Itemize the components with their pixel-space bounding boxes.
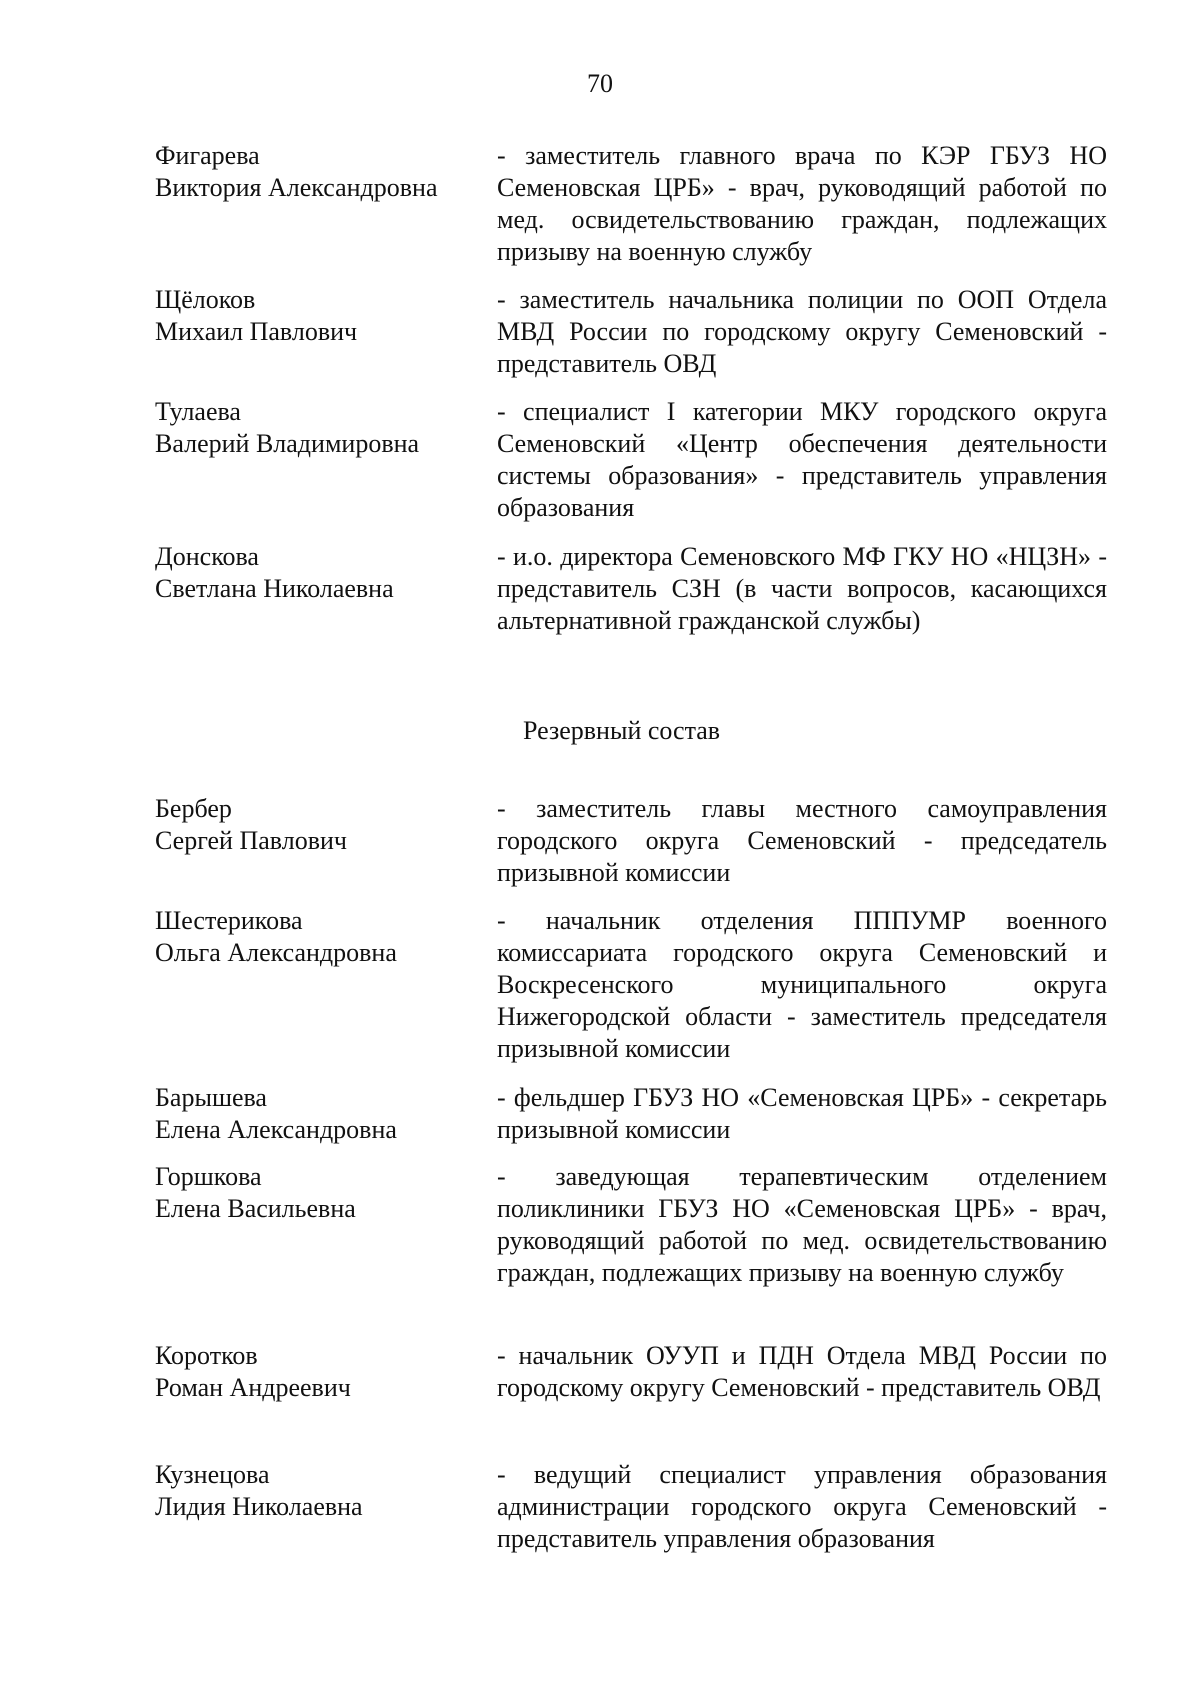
member-given-names: Елена Александровна xyxy=(155,1115,397,1144)
member-surname: Горшкова xyxy=(155,1162,262,1191)
member-given-names: Валерий Владимировна xyxy=(155,429,420,458)
member-name xyxy=(155,1082,485,1146)
member-given-names: Лидия Николаевна xyxy=(155,1492,363,1521)
member-role: - заместитель главы местного самоуправления городского округа Семеновский - председатель призывной комиссии xyxy=(497,794,1107,887)
member-surname: Кузнецова xyxy=(155,1460,270,1489)
member-surname: Бербер xyxy=(155,794,232,823)
member-given-names: Светлана Николаевна xyxy=(155,574,394,603)
member-role: - заместитель главного врача по КЭР ГБУЗ НО Семеновская ЦРБ» - врач, руководящий работой по мед. освидетельствованию граждан, подлежащих призыву на военную службу xyxy=(497,141,1107,266)
member-role: - фельдшер ГБУЗ НО «Семеновская ЦРБ» - секретарь призывной комиссии xyxy=(497,1083,1107,1144)
member-name xyxy=(155,793,485,857)
member-surname: Барышева xyxy=(155,1083,267,1112)
member-name xyxy=(155,396,485,460)
member-given-names: Михаил Павлович xyxy=(155,317,358,346)
member-name xyxy=(155,1340,485,1404)
member-given-names: Виктория Александровна xyxy=(155,173,438,202)
member-name xyxy=(155,905,485,969)
member-surname: Щёлоков xyxy=(155,285,256,314)
member-role: - начальник отделения ПППУМР военного комиссариата городского округа Семеновский и Воскресенского муниципального округа Нижегородской области - заместитель председателя призывной комиссии xyxy=(497,906,1107,1063)
member-surname: Фигарева xyxy=(155,141,260,170)
member-role: - заместитель начальника полиции по ООП Отдела МВД России по городскому округу Семеновский - представитель ОВД xyxy=(497,285,1107,378)
member-given-names: Сергей Павлович xyxy=(155,826,347,855)
member-role: - специалист I категории МКУ городского округа Семеновский «Центр обеспечения деятельности системы образования» - представитель управления образования xyxy=(497,397,1107,522)
member-name xyxy=(155,284,485,348)
page-number: 70 xyxy=(587,69,613,98)
member-role: - ведущий специалист управления образования администрации городского округа Семеновский - представитель управления образования xyxy=(497,1460,1107,1553)
member-name xyxy=(155,1161,485,1225)
member-given-names: Ольга Александровна xyxy=(155,938,397,967)
member-name xyxy=(155,140,485,204)
member-surname: Коротков xyxy=(155,1341,258,1370)
member-name xyxy=(155,1459,485,1523)
member-surname: Донскова xyxy=(155,542,259,571)
section-title-reserve: Резервный состав xyxy=(523,716,721,745)
member-surname: Шестерикова xyxy=(155,906,303,935)
member-role: - заведующая терапевтическим отделением поликлиники ГБУЗ НО «Семеновская ЦРБ» - врач, руководящий работой по мед. освидетельствованию граждан, подлежащих призыву на военную службу xyxy=(497,1162,1107,1287)
member-surname: Тулаева xyxy=(155,397,241,426)
member-role: - начальник ОУУП и ПДН Отдела МВД России по городскому округу Семеновский - представитель ОВД xyxy=(497,1341,1107,1402)
member-name xyxy=(155,541,485,605)
member-given-names: Роман Андреевич xyxy=(155,1373,351,1402)
member-role: - и.о. директора Семеновского МФ ГКУ НО «НЦЗН» - представитель СЗН (в части вопросов, касающихся альтернативной гражданской службы) xyxy=(497,542,1107,635)
member-given-names: Елена Васильевна xyxy=(155,1194,356,1223)
